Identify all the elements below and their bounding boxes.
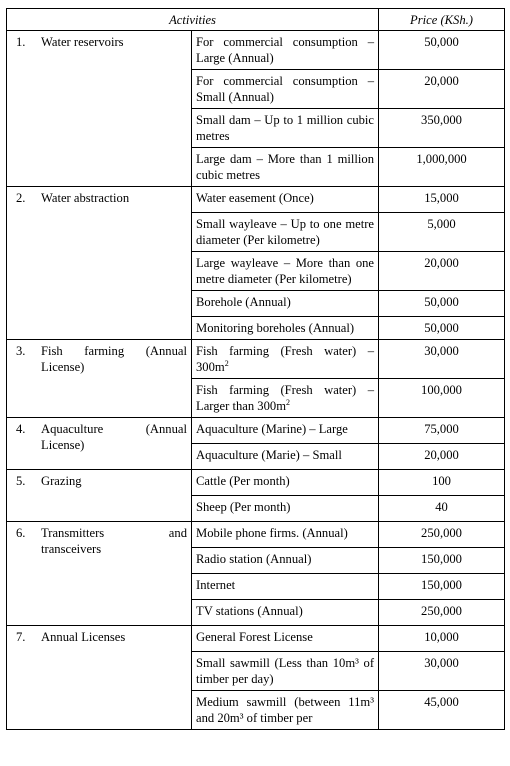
price-cell: 5,000 [379,213,505,252]
description-text: TV stations (Annual) [196,604,303,618]
description-cell [192,31,379,70]
price-table [6,8,505,730]
description-cell [192,109,379,148]
table-row [7,418,505,444]
price-cell: 45,000 [379,691,505,730]
price-cell: 20,000 [379,252,505,291]
activity-cell [7,187,192,340]
description-cell [192,213,379,252]
description-text: Sheep (Per month) [196,500,291,514]
description-cell [192,574,379,600]
activity-number: 2. [16,191,26,205]
activity-label: License) [41,360,85,374]
price-cell: 350,000 [379,109,505,148]
description-cell [192,470,379,496]
price-cell: 30,000 [379,340,505,379]
activity-label: Water reservoirs [41,35,124,49]
activity-cell [7,522,192,626]
activity-label: Grazing [41,474,82,488]
description-cell [192,379,379,418]
price-cell: 50,000 [379,31,505,70]
activity-label: transceivers [41,542,102,556]
table-body [7,31,505,730]
description-cell [192,626,379,652]
activity-cell [7,626,192,730]
superscript: 2 [286,397,290,407]
activity-number: 5. [16,474,26,488]
table-header-row [7,9,505,31]
price-cell: 150,000 [379,548,505,574]
activity-label: License) [41,438,85,452]
description-cell [192,418,379,444]
table-row [7,31,505,70]
description-cell [192,252,379,291]
table-row [7,187,505,213]
description-text: Water easement (Once) [196,191,314,205]
price-cell: 20,000 [379,444,505,470]
description-text: For commercial consumption – Large (Annual) [196,35,375,65]
price-cell: 1,000,000 [379,148,505,187]
description-text: Large dam – More than 1 million cubic metres [196,152,375,182]
description-text: Monitoring boreholes (Annual) [196,321,355,335]
price-cell: 10,000 [379,626,505,652]
description-cell [192,70,379,109]
price-cell: 75,000 [379,418,505,444]
price-cell: 40 [379,496,505,522]
description-cell [192,187,379,213]
activity-number: 6. [16,526,26,540]
description-text: Borehole (Annual) [196,295,291,309]
description-cell [192,148,379,187]
description-text: Aquaculture (Marie) – Small [196,448,342,462]
description-text: For commercial consumption – Small (Annual) [196,74,375,104]
description-text: Small wayleave – Up to one metre diameter (Per kilometre) [196,217,375,247]
activity-number: 4. [16,422,26,436]
description-text: Fish farming (Fresh water) – Larger than 300m [196,383,375,413]
activity-cell [7,470,192,522]
activity-number: 3. [16,344,26,358]
description-cell [192,444,379,470]
description-text: Fish farming (Fresh water) – 300m [196,344,375,374]
price-cell: 20,000 [379,70,505,109]
activity-cell [7,31,192,187]
price-cell: 250,000 [379,600,505,626]
description-cell [192,340,379,379]
price-cell: 100 [379,470,505,496]
price-cell: 150,000 [379,574,505,600]
activity-label: Aquaculture (Annual [41,422,187,436]
description-text: Aquaculture (Marine) – Large [196,422,348,436]
description-cell [192,600,379,626]
description-text: Cattle (Per month) [196,474,290,488]
description-text: General Forest License [196,630,313,644]
activity-label: Water abstraction [41,191,130,205]
price-cell: 250,000 [379,522,505,548]
price-cell: 50,000 [379,317,505,340]
description-cell [192,496,379,522]
activity-label: Annual Licenses [41,630,126,644]
description-text: Radio station (Annual) [196,552,312,566]
price-cell: 15,000 [379,187,505,213]
table-row [7,470,505,496]
price-cell: 30,000 [379,652,505,691]
price-cell: 50,000 [379,291,505,317]
price-cell: 100,000 [379,379,505,418]
activity-label: Transmitters and [41,526,187,540]
description-text: Mobile phone firms. (Annual) [196,526,348,540]
description-cell [192,317,379,340]
description-cell [192,522,379,548]
table-row [7,340,505,379]
description-text: Internet [196,578,236,592]
description-text: Medium sawmill (between 11m³ and 20m³ of timber per [196,695,375,725]
description-cell [192,548,379,574]
description-text: Large wayleave – More than one metre diameter (Per kilometre) [196,256,375,286]
description-cell [192,652,379,691]
activity-number: 1. [16,35,26,49]
table-row [7,522,505,548]
activity-number: 7. [16,630,26,644]
activity-cell [7,418,192,470]
description-cell [192,291,379,317]
description-cell [192,691,379,730]
superscript: 2 [224,358,229,368]
activity-cell [7,340,192,418]
description-text: Small sawmill (Less than 10m³ of timber per day) [196,656,375,686]
description-text: Small dam – Up to 1 million cubic metres [196,113,375,143]
activity-label: Fish farming (Annual [41,344,187,358]
price-header: Price (KSh.) [379,9,505,31]
activities-header: Activities [7,9,379,31]
table-row [7,626,505,652]
